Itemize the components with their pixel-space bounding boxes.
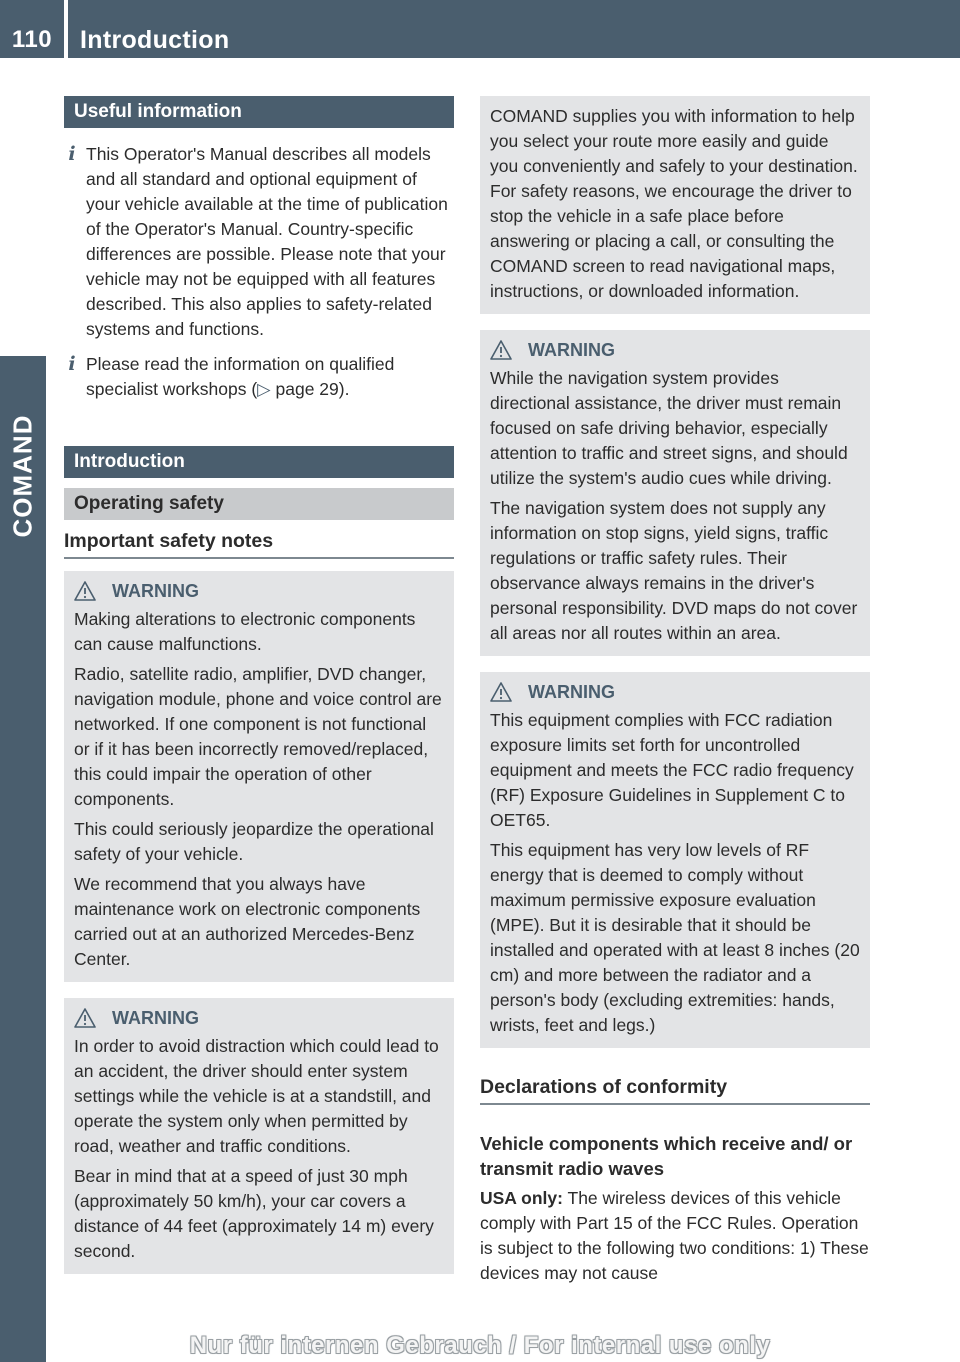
warning-paragraph: Bear in mind that at a speed of just 30 mph (approximately 50 km/h), your car covers a distance of 44 feet (approximately 14 m) every second. [74,1166,434,1261]
info-note-1-text: This Operator's Manual describes all models and all standard and optional equipment of your vehicle available at the time of publication of the Operator's Manual. Country-specific differences are possible. Please note that your vehicle may not be equipped with all features described. This also applies to safety-related systems and functions. [86,144,448,339]
warning-title-text: WARNING [112,581,199,601]
info-note-2-text [86,352,454,402]
right-column [480,96,870,1286]
warning-title-text: WARNING [112,1008,199,1028]
info-note-1 [64,142,454,342]
warning-paragraph: This equipment complies with FCC radiation exposure limits set forth for uncontrolled equipment and meets the FCC radio frequency (RF) Exposure Guidelines in Supplement C to OET65. [490,710,854,830]
sidebar-label [0,396,46,556]
comand-info-text: COMAND supplies you with information to help you select your route more easily and guide you conveniently and safely to your destination. For safety reasons, we encourage the driver to stop the vehicle in a safe place before answering or placing a call, or consulting the COMAND screen to read navigational maps, instructions, or downloaded information. [490,106,858,301]
warning-triangle-icon [74,580,96,602]
warning-triangle-icon [490,681,512,703]
page-pointer-icon: ▷ [257,379,271,399]
usa-only-label: USA only: [480,1188,563,1208]
page-reference-link[interactable]: page 29). [270,379,350,399]
usa-only-text: The wireless devices of this vehicle comply with Part 15 of the FCC Rules. Operation is subject to the following two conditions: 1) These devices may not cause [480,1188,869,1283]
warning-box-3 [480,330,870,656]
introduction-bar: Introduction [64,446,454,478]
header-divider [64,0,68,58]
comand-info-box [480,96,870,314]
warning-triangle-icon [74,1007,96,1029]
warning-triangle-icon [490,339,512,361]
warning-paragraph: This equipment has very low levels of RF energy that is deemed to comply without maximum permissive exposure evaluation (MPE). But it is desirable that it should be installed and operated with at least 8 inches (20 cm) and more between the radiator and a person's body (excluding extremities: hands, wrists, feet and legs.) [490,840,860,1035]
warning-title [490,680,860,704]
warning-paragraph: The navigation system does not supply any information on stop signs, yield signs, traffic regulations or traffic safety rules. Their observance always remains in the driver's personal responsibility. DVD maps do not cover all areas nor all routes within an area. [490,498,858,643]
warning-box-4 [480,672,870,1048]
page-title: Introduction [80,26,230,54]
warning-title [74,1006,444,1030]
header-bar [0,0,960,58]
warning-title [74,579,444,603]
sidebar-label-text: COMAND [7,414,38,538]
left-column [64,96,454,1274]
operating-safety-bar: Operating safety [64,488,454,520]
usa-only-paragraph [480,1186,870,1286]
info-icon: i [68,143,76,165]
important-safety-heading: Important safety notes [64,520,454,559]
warning-paragraph: While the navigation system provides directional assistance, the driver must remain focused on safe driving behavior, especially attention to traffic and street signs, and should utilize the system's audio cues while driving. [490,368,848,488]
vehicle-components-heading: Vehicle components which receive and/ or transmit radio waves [480,1133,853,1179]
info-icon: i [68,353,76,375]
declarations-heading: Declarations of conformity [480,1066,870,1105]
warning-title [490,338,860,362]
useful-info-bar: Useful information [64,96,454,128]
internal-use-watermark: Nur für internen Gebrauch / For internal use only [189,1332,771,1359]
warning-paragraph: This could seriously jeopardize the operational safety of your vehicle. [74,819,434,864]
info-note-2 [64,352,454,402]
warning-paragraph: In order to avoid distraction which could lead to an accident, the driver should enter system settings while the vehicle is at a standstill, and operate the system only when permitted by road, weather and traffic conditions. [74,1036,439,1156]
warning-box-1 [64,571,454,982]
page-number: 110 [11,26,53,53]
warning-paragraph: Making alterations to electronic components can cause malfunctions. [74,609,416,654]
warning-box-2 [64,998,454,1274]
warning-title-text: WARNING [528,340,615,360]
warning-paragraph: We recommend that you always have maintenance work on electronic components carried out at an authorized Mercedes-Benz Center. [74,874,421,969]
warning-paragraph: Radio, satellite radio, amplifier, DVD changer, navigation module, phone and voice control are networked. If one component is not functional or if it has been incorrectly removed/replaced, this could impair the operation of other components. [74,664,442,809]
warning-title-text: WARNING [528,682,615,702]
info-note-2-before: Please read the information on qualified specialist workshops ( [86,354,395,399]
